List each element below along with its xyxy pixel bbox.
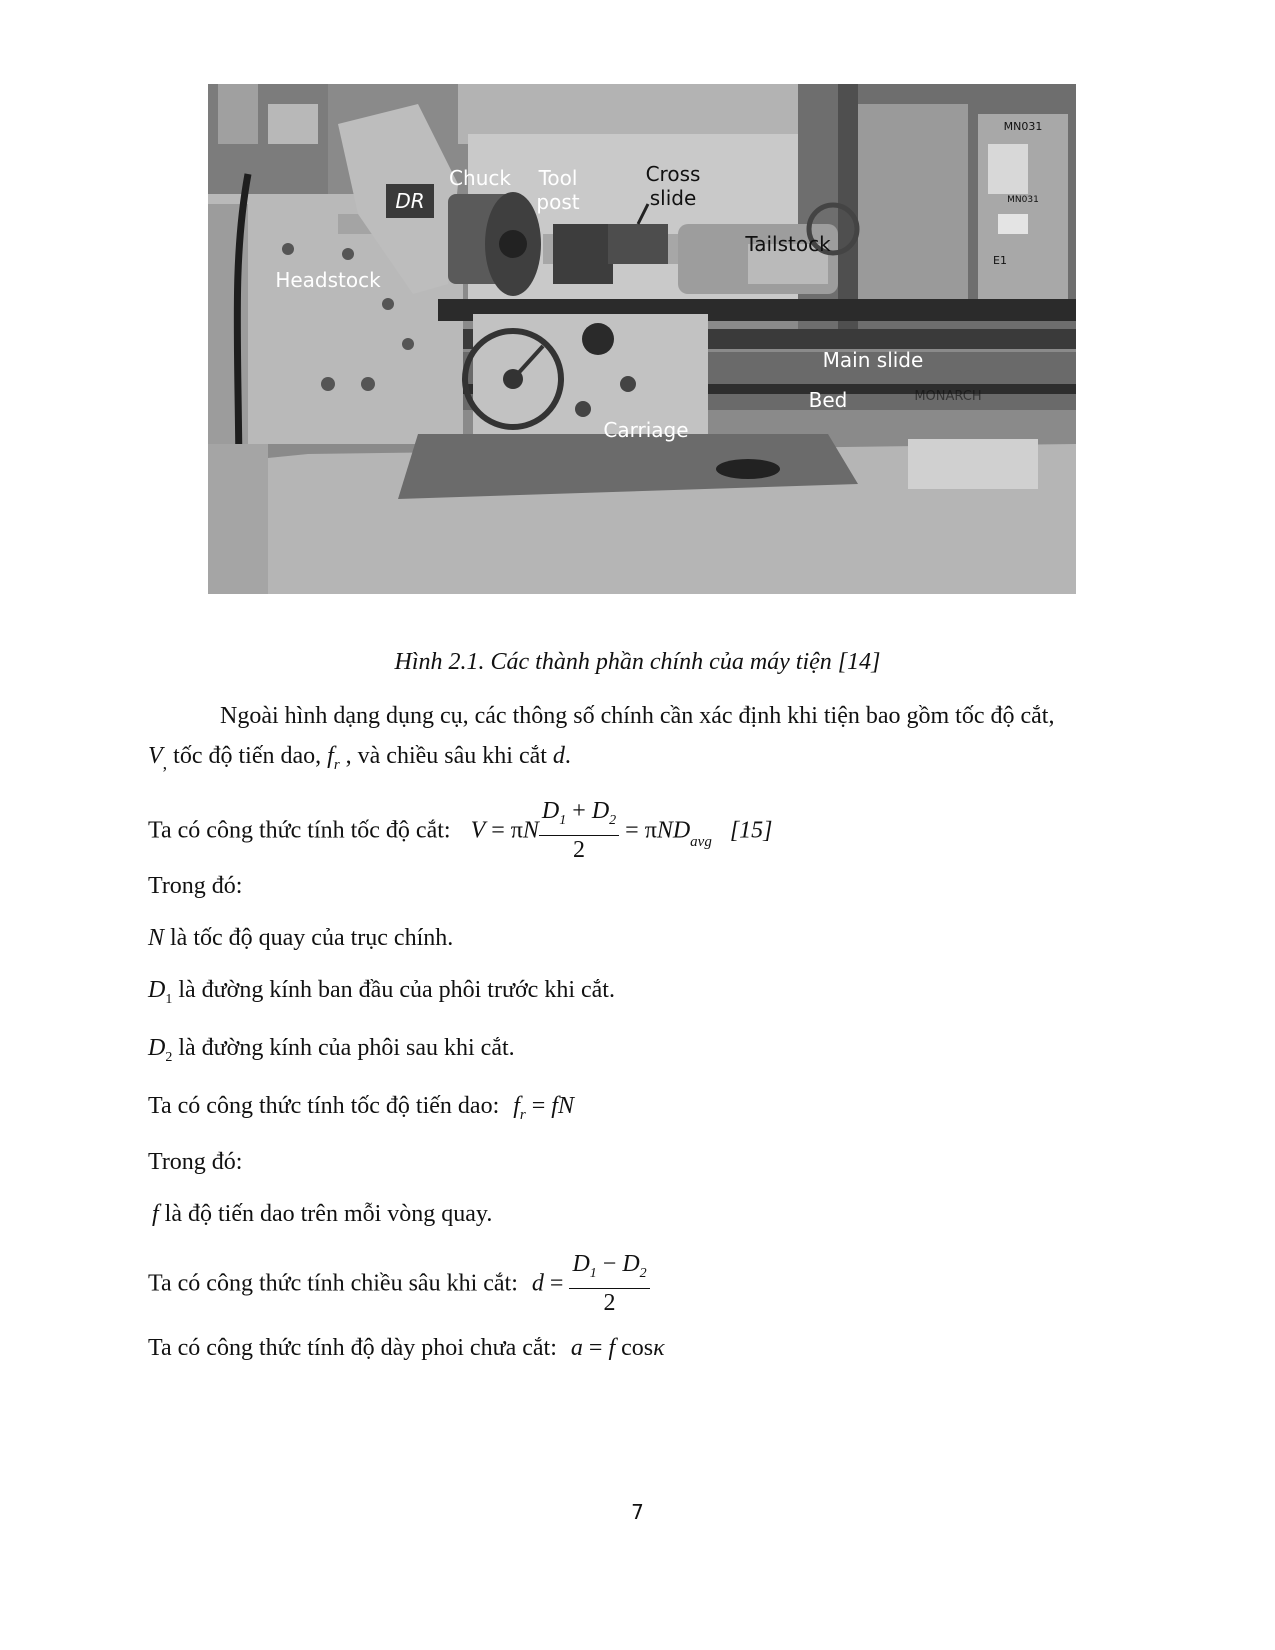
feed-intro: Ta có công thức tính tốc độ tiến dao: bbox=[148, 1093, 500, 1119]
feed-fN: fN bbox=[551, 1093, 574, 1119]
lathe-illustration bbox=[208, 84, 1076, 594]
speed-numerator bbox=[539, 797, 619, 836]
feed-formula-line bbox=[148, 1092, 574, 1129]
feed-r-sub: r bbox=[519, 1107, 526, 1123]
def-text-D1: là đường kính ban đầu của phôi trước khi cắt. bbox=[172, 977, 615, 1003]
feed-eq: = bbox=[525, 1093, 552, 1119]
paragraph-text: , và chiều sâu khi cắt bbox=[339, 743, 553, 769]
lathe-photo bbox=[208, 84, 1076, 594]
num-D2: D bbox=[591, 798, 610, 824]
chip-formula-line bbox=[148, 1334, 665, 1362]
chip-f: f bbox=[608, 1335, 616, 1361]
where-label-1: Trong đó: bbox=[148, 873, 243, 899]
label-main-slide: Main slide bbox=[822, 348, 924, 372]
def-symbol-f: f bbox=[152, 1201, 159, 1227]
chip-eq: = bbox=[582, 1335, 609, 1361]
speed-denominator: 2 bbox=[573, 837, 586, 863]
period: . bbox=[564, 743, 571, 769]
machine-tag-3: E1 bbox=[993, 254, 1007, 267]
depth-eq: = bbox=[543, 1270, 570, 1297]
paragraph-line-2 bbox=[148, 742, 571, 779]
num-D: D bbox=[541, 798, 560, 824]
num-sub-2: 2 bbox=[609, 813, 617, 828]
chip-a: a bbox=[570, 1335, 583, 1361]
depth-d: d bbox=[531, 1270, 544, 1297]
feed-f: f bbox=[513, 1093, 520, 1119]
definition-f bbox=[152, 1200, 492, 1228]
symbol-r-sub: r bbox=[333, 757, 340, 773]
def-text-N: là tốc độ quay của trục chính. bbox=[164, 925, 454, 951]
chip-kappa: κ bbox=[653, 1335, 665, 1361]
speed-intro: Ta có công thức tính tốc độ cắt: bbox=[148, 817, 451, 844]
comma: , bbox=[162, 753, 168, 773]
def-sub-2: 2 bbox=[165, 1050, 173, 1065]
depth-numerator bbox=[569, 1250, 649, 1289]
machine-tag-1: MN031 bbox=[1003, 120, 1043, 133]
num-plus: + bbox=[566, 798, 592, 824]
label-headstock: Headstock bbox=[275, 268, 381, 292]
num-sub-2: 2 bbox=[639, 1266, 647, 1281]
def-symbol-D2: D bbox=[148, 1035, 166, 1061]
label-dr: DR bbox=[395, 189, 425, 213]
def-text-D2: là đường kính của phôi sau khi cắt. bbox=[172, 1035, 515, 1061]
symbol-V: V bbox=[148, 743, 163, 769]
def-text-f: là độ tiến dao trên mỗi vòng quay. bbox=[158, 1201, 493, 1227]
symbol-d: d bbox=[552, 743, 565, 769]
symbol-f: f bbox=[327, 743, 334, 769]
def-symbol-N: N bbox=[148, 925, 165, 951]
label-bed: Bed bbox=[808, 388, 848, 412]
paragraph-text: tốc độ tiến dao, bbox=[167, 743, 328, 769]
formula-N: N bbox=[522, 817, 539, 844]
num-D2: D bbox=[622, 1251, 640, 1277]
label-tool-post: Tool post bbox=[536, 166, 580, 214]
formula-ND: ND bbox=[656, 817, 691, 844]
machine-tag-2: MN031 bbox=[1007, 195, 1039, 205]
speed-formula-line bbox=[148, 797, 773, 864]
def-symbol-D1: D bbox=[148, 977, 166, 1003]
formula-eq2: = π bbox=[619, 817, 657, 844]
num-sub-1: 1 bbox=[589, 1266, 597, 1281]
formula-avg: avg bbox=[690, 834, 712, 851]
depth-denominator: 2 bbox=[603, 1290, 616, 1316]
formula-V: V bbox=[470, 817, 486, 844]
num-sub-1: 1 bbox=[559, 813, 567, 828]
label-tailstock: Tailstock bbox=[745, 232, 831, 256]
definition-N bbox=[148, 924, 453, 952]
definition-D1 bbox=[148, 976, 615, 1014]
def-sub-1: 1 bbox=[165, 992, 173, 1007]
figure-caption: Hình 2.1. Các thành phần chính của máy tiện [14] bbox=[394, 649, 881, 675]
label-chuck: Chuck bbox=[449, 166, 511, 190]
brand-plate: MONARCH bbox=[914, 389, 982, 404]
where-label-2: Trong đó: bbox=[148, 1149, 243, 1175]
label-carriage: Carriage bbox=[603, 418, 689, 442]
definition-D2 bbox=[148, 1034, 515, 1072]
formula-eq: = π bbox=[485, 817, 523, 844]
paragraph-line-1: Ngoài hình dạng dụng cụ, các thông số chính cần xác định khi tiện bao gồm tốc độ cắt, bbox=[220, 703, 1055, 729]
speed-reference: [15] bbox=[729, 817, 773, 844]
chip-intro: Ta có công thức tính độ dày phoi chưa cắt: bbox=[148, 1335, 557, 1361]
page-number: 7 bbox=[631, 1500, 644, 1524]
chip-cos: cos bbox=[615, 1335, 654, 1361]
label-cross-slide: Cross slide bbox=[645, 162, 701, 210]
num-D: D bbox=[572, 1251, 590, 1277]
num-minus: − bbox=[596, 1251, 623, 1277]
depth-formula-line bbox=[148, 1250, 650, 1317]
depth-fraction bbox=[569, 1250, 649, 1317]
speed-fraction bbox=[539, 797, 619, 864]
depth-intro: Ta có công thức tính chiều sâu khi cắt: bbox=[148, 1270, 518, 1297]
